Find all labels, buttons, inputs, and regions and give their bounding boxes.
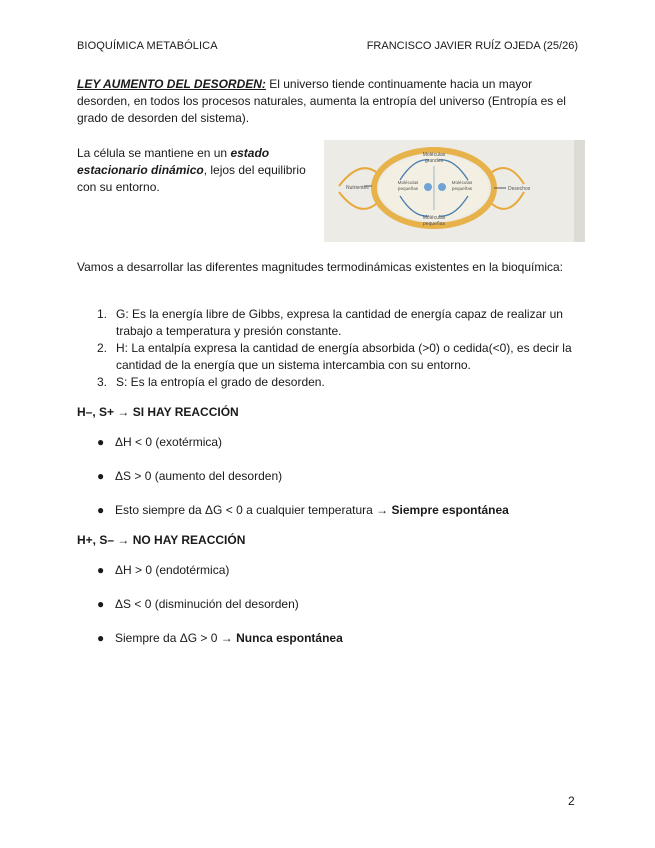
figure-inner-left-2: pequeñas <box>397 186 419 191</box>
list-item <box>77 374 582 391</box>
bullet-text: ΔS > 0 (aumento del desorden) <box>115 469 283 483</box>
figure-left-label: Nutrientes <box>346 185 369 191</box>
figure-inner-right-1: Moléculas <box>451 180 473 185</box>
bullet-text: ΔH > 0 (endotérmica) <box>115 563 230 577</box>
steady-state-diagram <box>324 140 585 242</box>
cell-prefix: La célula se mantiene en un <box>77 146 231 160</box>
figure-right-label: Desechos <box>508 186 531 192</box>
list-item-text: H: La entalpía expresa la cantidad de energía absorbida (>0) o cedida(<0), es decir la cantidad de la energía que un sistema intercambia con su entorno. <box>116 341 572 372</box>
cell-paragraph <box>77 145 307 196</box>
law-text: El universo tiende continuamente hacia un mayor desorden, en todos los procesos naturales, aumenta la entropía del universo (Entropía es el grado de desorden del sistema). <box>77 77 566 125</box>
bullet-glyph: ● <box>97 435 105 449</box>
energy-circle-left <box>424 183 432 191</box>
section-heading-no-reaction: H+, S– → NO HAY REACCIÓN <box>77 533 246 547</box>
list-item <box>77 340 582 374</box>
figure-top-label-2: grandes <box>424 158 444 164</box>
steady-state-figure <box>324 140 585 242</box>
figure-bottom-label-2: pequeñas <box>423 221 445 227</box>
page-number: 2 <box>568 794 575 808</box>
bullet-glyph: ● <box>97 563 105 577</box>
section-heading-reaction: H–, S+ → SI HAY REACCIÓN <box>77 405 239 419</box>
law-title: LEY AUMENTO DEL DESORDEN: <box>77 77 266 91</box>
list-item <box>77 306 582 340</box>
magnitudes-intro: Vamos a desarrollar las diferentes magnitudes termodinámicas existentes en la bioquímica: <box>77 260 564 274</box>
bullet-text: ΔH < 0 (exotérmica) <box>115 435 223 449</box>
figure-bottom-label-1: Moléculas <box>422 215 446 221</box>
bullet-glyph: ● <box>97 631 105 645</box>
figure-inner-right-2: pequeñas <box>451 186 473 191</box>
bullet-glyph: ● <box>97 597 105 611</box>
bullet-text-bold: Nunca espontánea <box>236 631 343 645</box>
list-item-number: 3. <box>97 375 108 389</box>
bullet-glyph: ● <box>97 469 105 483</box>
bullet-text-plain: Siempre da ΔG > 0 → <box>115 631 237 645</box>
magnitudes-list <box>77 306 582 391</box>
bullet-text-plain: Esto siempre da ΔG < 0 a cualquier temperatura → <box>115 503 392 517</box>
bullet-text-bold: Siempre espontánea <box>391 503 509 517</box>
list-item-number: 2. <box>97 341 108 355</box>
cell-bold: estado estacionario dinámico <box>77 146 270 177</box>
bullet-glyph: ● <box>97 503 105 517</box>
list-item-text: S: Es la entropía el grado de desorden. <box>116 375 325 389</box>
intro-paragraph <box>77 76 582 127</box>
bullet-text: ΔS < 0 (disminución del desorden) <box>115 597 299 611</box>
list-item-number: 1. <box>97 307 108 321</box>
figure-top-label-1: Moléculas <box>422 152 446 158</box>
cell-suffix: , lejos del equilibrio con su entorno. <box>77 163 306 194</box>
energy-circle-right <box>438 183 446 191</box>
header-author: FRANCISCO JAVIER RUÍZ OJEDA (25/26) <box>366 40 578 52</box>
figure-inner-left-1: Moléculas <box>397 180 419 185</box>
bullet-text <box>115 502 509 519</box>
list-item-text: G: Es la energía libre de Gibbs, expresa la cantidad de energía capaz de realizar un trabajo a temperatura y presión constante. <box>116 307 563 338</box>
header-course-title: BIOQUÍMICA METABÓLICA <box>77 40 218 52</box>
bullet-text <box>115 630 343 647</box>
